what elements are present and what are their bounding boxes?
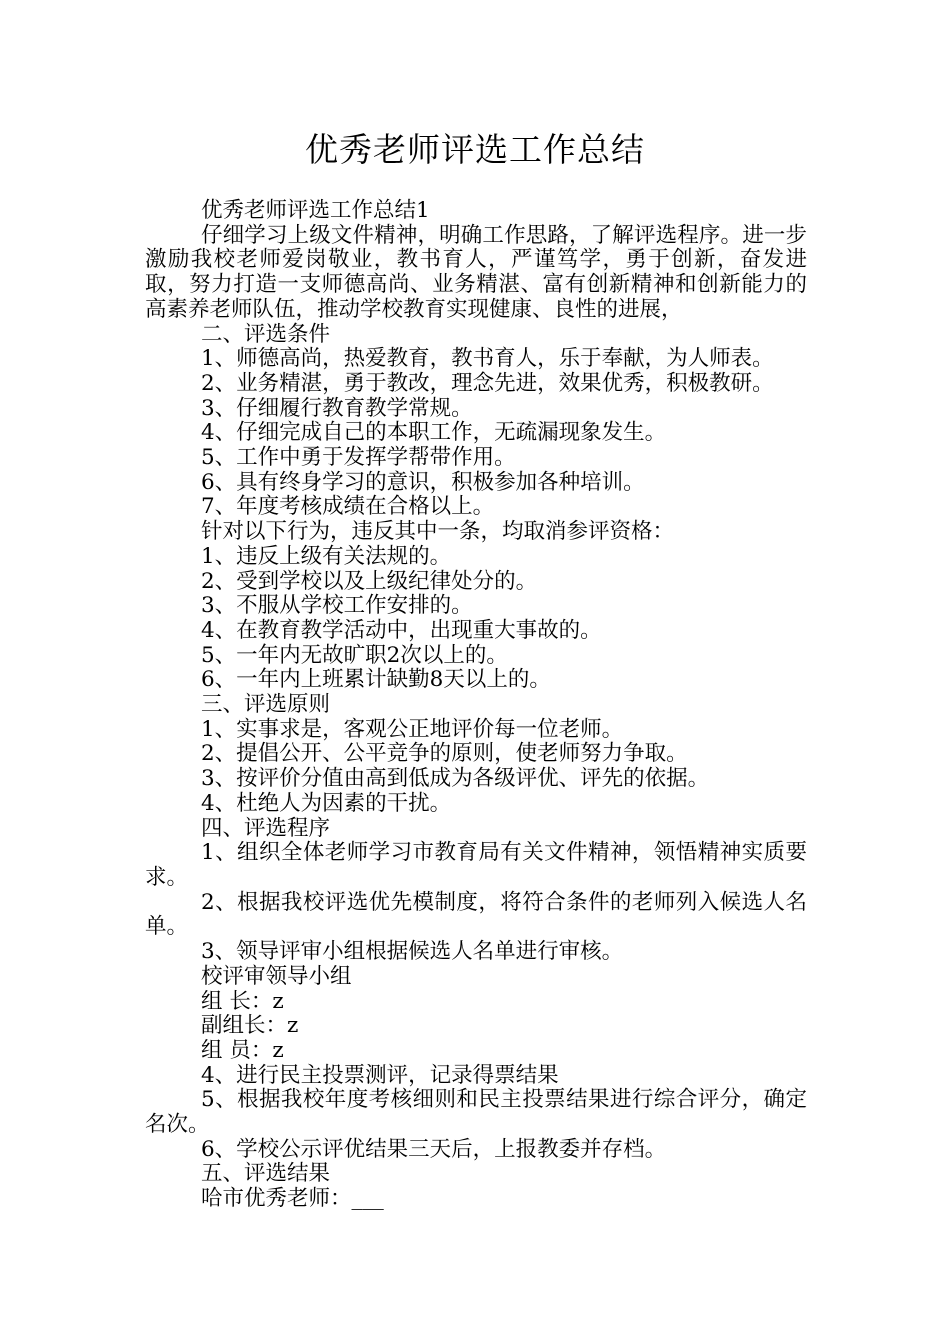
paragraph: 4、杜绝人为因素的干扰。	[201, 790, 452, 816]
paragraph: 2、根据我校评选优先模制度，将符合条件的老师列入候选人名单。	[145, 889, 807, 940]
paragraph: 5、根据我校年度考核细则和民主投票结果进行综合评分，确定名次。	[145, 1087, 807, 1138]
paragraph: 3、按评价分值由高到低成为各级评优、评先的依据。	[201, 766, 710, 792]
paragraph: 1、违反上级有关法规的。	[201, 543, 452, 569]
paragraph: 组 长：z	[201, 988, 284, 1014]
page-title: 优秀老师评选工作总结	[305, 130, 645, 169]
paragraph: 1、组织全体老师学习市教育局有关文件精神，领悟精神实质要求。	[145, 840, 807, 890]
paragraph: 4、仔细完成自己的本职工作，无疏漏现象发生。	[201, 420, 667, 446]
paragraph: 3、不服从学校工作安排的。	[201, 593, 473, 619]
paragraph: 5、一年内无故旷职2次以上的。	[201, 642, 508, 668]
paragraph: 2、提倡公开、公平竞争的原则，使老师努力争取。	[201, 741, 688, 767]
paragraph: 四、评选程序	[201, 815, 331, 841]
paragraph: 二、评选条件	[201, 321, 331, 347]
paragraph: 组 员：z	[201, 1037, 284, 1063]
paragraph: 6、学校公示评优结果三天后，上报教委并存档。	[201, 1136, 667, 1162]
paragraph: 五、评选结果	[201, 1161, 331, 1187]
paragraph: 针对以下行为，违反其中一条，均取消参评资格：	[201, 519, 675, 545]
paragraph: 副组长：z	[201, 1013, 299, 1039]
paragraph: 1、师德高尚，热爱教育，教书育人，乐于奉献，为人师表。	[201, 346, 774, 372]
paragraph: 3、仔细履行教育教学常规。	[201, 395, 473, 421]
paragraph: 7、年度考核成绩在合格以上。	[201, 494, 495, 520]
paragraph: 哈市优秀老师：___	[201, 1186, 384, 1212]
paragraph: 3、领导评审小组根据候选人名单进行审核。	[201, 939, 624, 965]
paragraph: 6、一年内上班累计缺勤8天以上的。	[201, 667, 551, 693]
paragraph: 5、工作中勇于发挥学帮带作用。	[201, 445, 516, 471]
document-body	[145, 199, 807, 1212]
paragraph: 6、具有终身学习的意识，积极参加各种培训。	[201, 469, 645, 495]
paragraph: 优秀老师评选工作总结1	[201, 198, 430, 223]
paragraph: 1、实事求是，客观公正地评价每一位老师。	[201, 716, 624, 742]
paragraph: 校评审领导小组	[201, 963, 352, 989]
paragraph: 4、进行民主投票测评，记录得票结果	[201, 1062, 559, 1088]
paragraph: 2、受到学校以及上级纪律处分的。	[201, 568, 538, 594]
paragraph: 三、评选原则	[201, 692, 331, 718]
paragraph: 4、在教育教学活动中，出现重大事故的。	[201, 617, 602, 643]
paragraph: 仔细学习上级文件精神，明确工作思路，了解评选程序。进一步激励我校老师爱岗敬业，教书育人，严谨笃学，勇于创新，奋发进取，努力打造一支师德高尚、业务精湛、富有创新精神和创新能力的高素养老师队伍，推动学校教育实现健康、良性的进展，	[145, 222, 807, 322]
paragraph: 2、业务精湛，勇于教改，理念先进，效果优秀，积极教研。	[201, 370, 774, 396]
